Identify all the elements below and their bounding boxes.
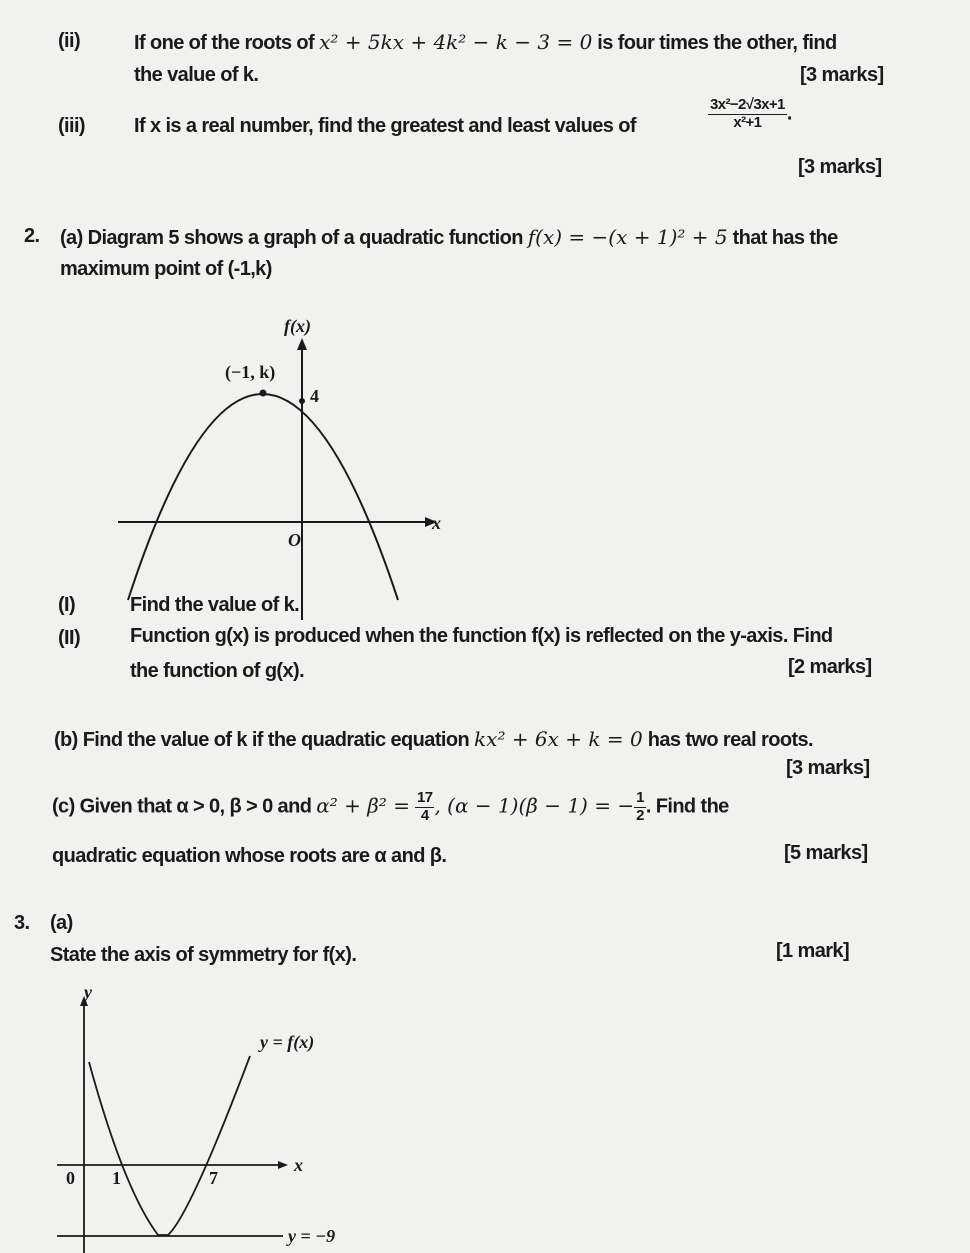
- q2-c-marks: [5 marks]: [784, 842, 868, 864]
- q2-b-marks: [3 marks]: [786, 757, 870, 779]
- q2-c-fraction1-numerator: 17: [416, 789, 433, 806]
- q2-c-text: [52, 790, 729, 824]
- y-axis-arrow-icon: [297, 338, 307, 350]
- q3-origin-label: 0: [66, 1168, 75, 1188]
- q3-x-label: x: [294, 1155, 303, 1175]
- fx-axis-label: f(x): [284, 316, 311, 336]
- q2-I-number: (I): [58, 594, 76, 616]
- q2-a-equation: f(x) = −(x + 1)² + 5: [527, 225, 728, 249]
- q3-curve-label: y = f(x): [260, 1032, 315, 1052]
- q3-root2-label: 7: [209, 1168, 218, 1188]
- q3-root1-label: 1: [112, 1168, 121, 1188]
- q3-number: 3.: [14, 912, 30, 934]
- q1-iii-fraction-denominator: x²+1: [733, 113, 762, 131]
- q3-text: State the axis of symmetry for f(x).: [50, 944, 357, 966]
- q2-c-equation-b: , (α − 1)(β − 1) = −: [434, 793, 635, 818]
- q1-ii-equation: x² + 5kx + 4k² − k − 3 = 0: [319, 30, 593, 54]
- parabola-curve: [128, 394, 398, 600]
- q2-number: 2.: [24, 225, 40, 247]
- q1-iii-text: If x is a real number, find the greatest and least values of: [134, 115, 636, 137]
- q2-II-text: Function g(x) is produced when the function f(x) is reflected on the y-axis. Find: [130, 625, 833, 647]
- q2-b-equation: kx² + 6x + k = 0: [474, 727, 643, 751]
- q1-ii-marks: [3 marks]: [800, 64, 884, 86]
- vertex-label: (−1, k): [225, 362, 276, 382]
- q3-marks: [1 mark]: [776, 940, 850, 962]
- q2-c-fraction2-denominator: 2: [636, 806, 644, 824]
- diagram-5: [118, 316, 441, 620]
- q2-II-number: (II): [58, 627, 81, 649]
- q1-ii-text-b: is four times the other, find: [597, 32, 837, 54]
- q1-iii-marks: [3 marks]: [798, 156, 882, 178]
- q2-II-line2: the function of g(x).: [130, 660, 305, 682]
- q2-II-marks: [2 marks]: [788, 656, 872, 678]
- q1-iii-fraction-numerator: 3x²−2√3x+1: [710, 96, 785, 113]
- q1-iii-period: .: [786, 102, 792, 125]
- q1-ii-line2: the value of k.: [134, 64, 259, 86]
- q3-x-axis-arrow-icon: [278, 1161, 288, 1169]
- q2-c-text-a: (c) Given that α > 0, β > 0 and: [52, 795, 312, 818]
- q2-a-line2: maximum point of (-1,k): [60, 258, 272, 280]
- maximum-point: [260, 390, 267, 397]
- q2-b-text-b: has two real roots.: [647, 729, 814, 751]
- q1-ii-text-a: If one of the roots of: [134, 32, 315, 54]
- q2-a-text-b: that has the: [732, 227, 838, 249]
- q2-c-equation-a: α² + β² =: [316, 793, 410, 818]
- q2-c-line2: quadratic equation whose roots are α and β.: [52, 845, 447, 867]
- y-intercept-label: 4: [310, 386, 319, 406]
- y-intercept-point: [299, 398, 305, 404]
- q3-diagram: [57, 982, 335, 1253]
- q2-a-text-a: (a) Diagram 5 shows a graph of a quadratic function: [60, 227, 523, 249]
- q3-parabola-curve: [89, 1056, 250, 1235]
- q1-ii-number: (ii): [58, 30, 81, 52]
- q2-c-fraction1-denominator: 4: [420, 806, 429, 824]
- q3-y-label: y: [84, 982, 92, 1002]
- origin-label: O: [288, 530, 301, 550]
- q2-c-text-b: . Find the: [645, 795, 729, 818]
- q2-c-fraction2-numerator: 1: [636, 789, 644, 806]
- q3-a-label: (a): [50, 912, 73, 934]
- q3-min-line-label: y = −9: [288, 1226, 336, 1246]
- q2-b-text-a: (b) Find the value of k if the quadratic equation: [54, 729, 470, 751]
- q1-iii-number: (iii): [58, 115, 85, 137]
- q2-b-text: [54, 727, 813, 752]
- x-axis-label: x: [432, 513, 441, 533]
- q2-I-text: Find the value of k.: [130, 594, 300, 616]
